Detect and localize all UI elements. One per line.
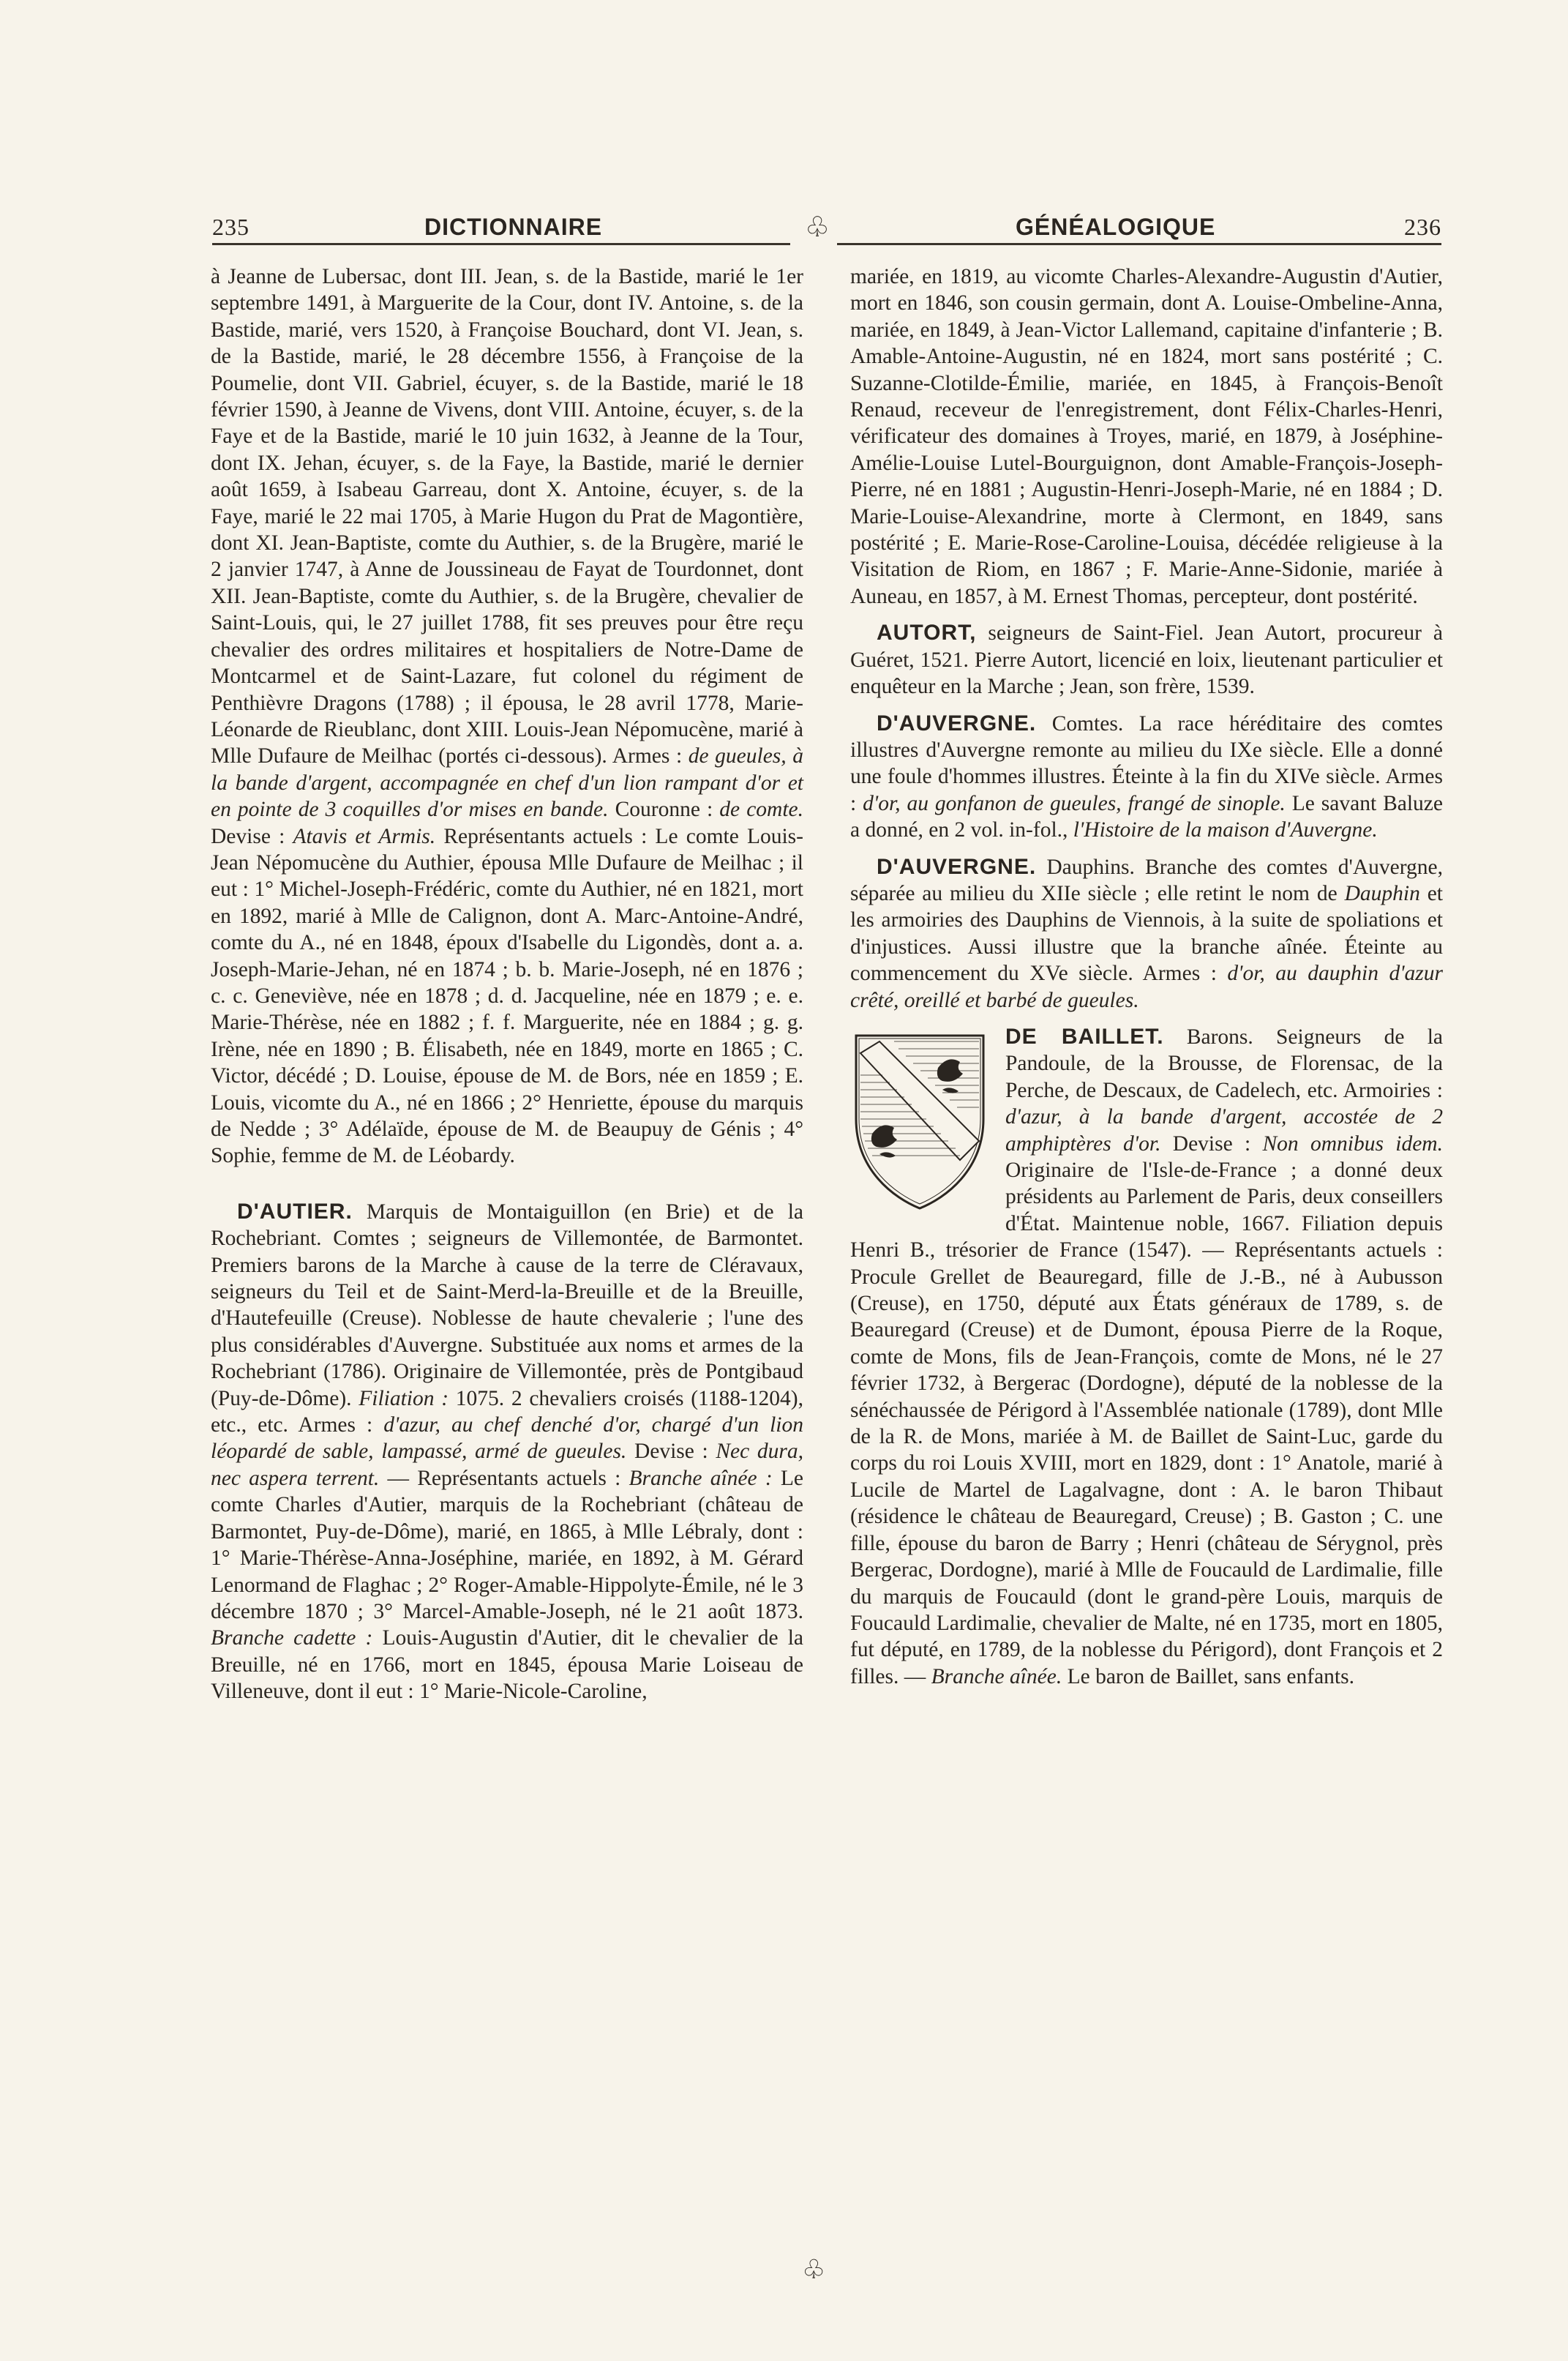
entry-auvergne-dauphins: D'AUVERGNE. Dauphins. Branche des comtes d'Auvergne, séparée au milieu du XIIe siècle ; elle retint le nom de Dauphin et les armoiries des Dauphins de Viennois, à la suite de spoliations et d'injustices. Aussi illustre que la branche aînée. Éteinte au commencement du XVe siècle. Armes : d'or, au dauphin d'azur crêté, oreillé et barbé de gueules. bbox=[850, 854, 1444, 1012]
left-running-title: DICTIONNAIRE bbox=[424, 214, 603, 240]
right-column bbox=[850, 263, 1443, 1690]
entry-baillet: DE BAILLET. Barons. Seigneurs de la Pandoule, de la Brousse, de Florensac, de la Perche, de Descaux, de Cadelech, etc. Armoiries : d'azur, à la bande d'argent, accostée de 2 amphiptères d'or. Devise : Non omnibus idem. Originaire de l'Isle-de-France ; a donné deux présidents au Parlement de Paris, deux conseillers d'État. Maintenue noble, 1667. Filiation depuis Henri B., trésorier de France (1547). — Représentants actuels : Procule Grellet de Beauregard, fille de J.-B., né à Aubusson (Creuse), en 1750, député aux États généraux de 1789, s. de Beauregard (Creuse) et de Dumont, épousa Pierre de la Roque, comte de Mons, fils de Jean-François, comte de Mons, né le 27 février 1732, à Bergerac (Dordogne), député de la noblesse de la sénéchaussée de Périgord à l'Assemblée nationale (1789), dont Mlle de la R. de Mons, mariée à M. de Baillet de Saint-Luc, garde du corps du roi Louis XVIII, mort en 1829, dont : 1° Anatole, marié à Lucile de Martel de Lagalvagne, dont : A. le baron Thibaut (résidence le château de Beauregard, Creuse) ; B. Gaston ; C. une fille, épouse du baron de Barry ; Henri (château de Sérygnol, près Bergerac, Dordogne), marié à Mlle de Foucauld de Lardimalie, fille du marquis de Foucauld (dont le grand-père Louis, marquis de Foucauld Lardimalie, chevalier de Malte, né en 1735, mort en 1805, fut député, en 1789, de la noblesse du Périgord), dont François et 2 filles. — Branche aînée. Le baron de Baillet, sans enfants. bbox=[850, 1024, 1444, 1688]
autier-continuation: mariée, en 1819, au vicomte Charles-Alexandre-Augustin d'Autier, mort en 1846, son cousin germain, dont A. Louise-Ombeline-Anna, mariée, en 1849, à Jean-Victor Lallemand, capitaine d'infanterie ; B. Amable-Antoine-Augustin, né en 1824, mort sans postérité ; C. Suzanne-Clotilde-Émilie, mariée, en 1845, à François-Benoît Renaud, receveur de l'enregistrement, dont Félix-Charles-Henri, vérificateur des domaines à Troyes, marié, en 1879, à Joséphine-Amélie-Louise Lutel-Bourguignon, dont Amable-François-Joseph-Pierre, né en 1881 ; Augustin-Henri-Joseph-Marie, né en 1884 ; D. Marie-Louise-Alexandrine, morte à Clermont, en 1849, sans postérité ; E. Marie-Rose-Caroline-Louisa, décédée religieuse à la Visitation de Riom, en 1867 ; F. Marie-Anne-Sidonie, mariée à Auneau, en 1857, à M. Ernest Thomas, percepteur, dont postérité. bbox=[850, 265, 1443, 608]
authier-continuation: à Jeanne de Lubersac, dont III. Jean, s. de la Bastide, marié le 1er septembre 1491, à Marguerite de la Cour, dont IV. Antoine, s. de la Bastide, marié, vers 1520, à Françoise Bouchard, dont VI. Jean, s. de la Bastide, marié, le 28 décembre 1556, à Françoise de la Poumelie, dont VII. Gabriel, écuyer, s. de la Bastide, marié le 18 février 1590, à Jeanne de Vivens, dont VIII. Antoine, écuyer, s. de la Faye et de la Bastide, marié le 10 juin 1632, à Jeanne de la Tour, dont IX. Jehan, écuyer, s. de la Faye, la Bastide, marié le dernier août 1659, à Isabeau Garreau, dont X. Antoine, écuyer, s. de la Faye, marié le 22 mai 1705, à Marie Hugon du Prat de Magontière, dont XI. Jean-Baptiste, comte du Authier, s. de la Brugère, marié le 2 janvier 1747, à Anne de Joussineau de Fayat de Tourdonnet, dont XII. Jean-Baptiste, comte du Authier, s. de la Brugère, chevalier de Saint-Louis, qui, le 27 juillet 1788, fit ses preuves pour être reçu chevalier des ordres militaires et hospitaliers de Notre-Dame de Montcarmel et de Saint-Lazare, fut colonel du régiment de Penthièvre Dragons (1788) ; il épousa, le 28 avril 1778, Marie-Léonarde de Rieublanc, dont XIII. Louis-Jean Népomucène, marié à Mlle Dufaure de Meilhac (portés ci-dessous). Armes : de gueules, à la bande d'argent, accompagnée en chef d'un lion rampant d'or et en pointe de 3 coquilles d'or mises en bande. Couronne : de comte. Devise : Atavis et Armis. Représentants actuels : Le comte Louis-Jean Népomucène du Authier, épousa Mlle Dufaure de Meilhac ; il eut : 1° Michel-Joseph-Frédéric, comte du Authier, né en 1821, mort en 1892, marié à Mlle de Calignon, dont A. Marc-Antoine-André, comte du A., né en 1848, époux d'Isabelle du Ligondès, dont a. a. Joseph-Marie-Jehan, né en 1874 ; b. b. Marie-Joseph, né en 1876 ; c. c. Geneviève, née en 1878 ; d. d. Jacqueline, née en 1879 ; e. e. Marie-Thérèse, née en 1882 ; f. f. Marguerite, née en 1884 ; g. g. Irène, née en 1890 ; B. Élisabeth, née en 1849, morte en 1865 ; C. Victor, décédé ; D. Louise, épouse de M. de Bors, née en 1859 ; E. Louis, vicomte du A., né en 1866 ; 2° Henriette, épouse du marquis de Nedde ; 3° Adélaïde, épouse de M. de Beaupuy de Génis ; 4° Sophie, femme de M. de Léobardy. bbox=[211, 265, 804, 1168]
footer-ornament-icon: ♧ bbox=[802, 2255, 826, 2284]
entry-autort: AUTORT, seigneurs de Saint-Fiel. Jean Autort, procureur à Guéret, 1521. Pierre Autort, licencié en loix, lieutenant particulier et enquêteur en la Marche ; Jean, son frère, 1539. bbox=[850, 621, 1444, 699]
left-page-number: 235 bbox=[212, 214, 250, 240]
headword-auvergne-1: D'AUVERGNE. bbox=[877, 711, 1037, 736]
header-rule-right bbox=[837, 243, 1441, 245]
header-ornament-icon: ♧ bbox=[805, 212, 831, 243]
baillet-coat-of-arms-icon bbox=[850, 1031, 989, 1213]
header-rule-left bbox=[212, 243, 790, 245]
headword-autier: D'AUTIER. bbox=[237, 1199, 353, 1224]
entry-autier: D'AUTIER. Marquis de Montaiguillon (en Brie) et de la Rochebriant. Comtes ; seigneurs de Villemontée, de Barmontet. Premiers barons de la Marche à cause de la terre de Cléravaux, seigneurs du Teil et de Saint-Merd-la-Breuille et de la Breuille, d'Hautefeuille (Creuse). Noblesse de haute chevalerie ; l'une des plus considérables d'Auvergne. Substituée aux noms et armes de la Rochebriant (1786). Originaire de Villemontée, près de Pontgibaud (Puy-de-Dôme). Filiation : 1075. 2 chevaliers croisés (1188-1204), etc., etc. Armes : d'azur, au chef denché d'or, chargé d'un lion léopardé de sable, lampassé, armé de gueules. Devise : Nec dura, nec aspera terrent. — Représentants actuels : Branche aînée : Le comte Charles d'Autier, marquis de la Rochebriant (château de Barmontet, Puy-de-Dôme), marié, en 1865, à Mlle Lébraly, dont : 1° Marie-Thérèse-Anna-Joséphine, mariée, en 1892, à M. Gérard Lenormand de Flaghac ; 2° Roger-Amable-Hippolyte-Émile, né le 3 décembre 1870 ; 3° Marcel-Amable-Joseph, né le 21 août 1873. Branche cadette : Louis-Augustin d'Autier, dit le chevalier de la Breuille, né en 1766, mort en 1845, épousa Marie Loiseau de Villeneuve, dont il eut : 1° Marie-Nicole-Caroline, bbox=[211, 1199, 804, 1704]
headword-auvergne-2: D'AUVERGNE. bbox=[877, 854, 1037, 879]
entry-auvergne-comtes: D'AUVERGNE. Comtes. La race héréditaire des comtes illustres d'Auvergne remonte au milieu du IXe siècle. Elle a donné une foule d'hommes illustres. Éteinte à la fin du XIVe siècle. Armes : d'or, au gonfanon de gueules, frangé de sinople. Le savant Baluze a donné, en 2 vol. in-fol., l'Histoire de la maison d'Auvergne. bbox=[850, 711, 1443, 842]
headword-baillet: DE BAILLET. bbox=[1005, 1024, 1164, 1049]
left-column bbox=[211, 263, 803, 1705]
running-header bbox=[212, 214, 1441, 252]
right-running-title: GÉNÉALOGIQUE bbox=[1016, 214, 1216, 240]
headword-autort: AUTORT, bbox=[877, 621, 977, 646]
right-page-number: 236 bbox=[1404, 214, 1441, 240]
